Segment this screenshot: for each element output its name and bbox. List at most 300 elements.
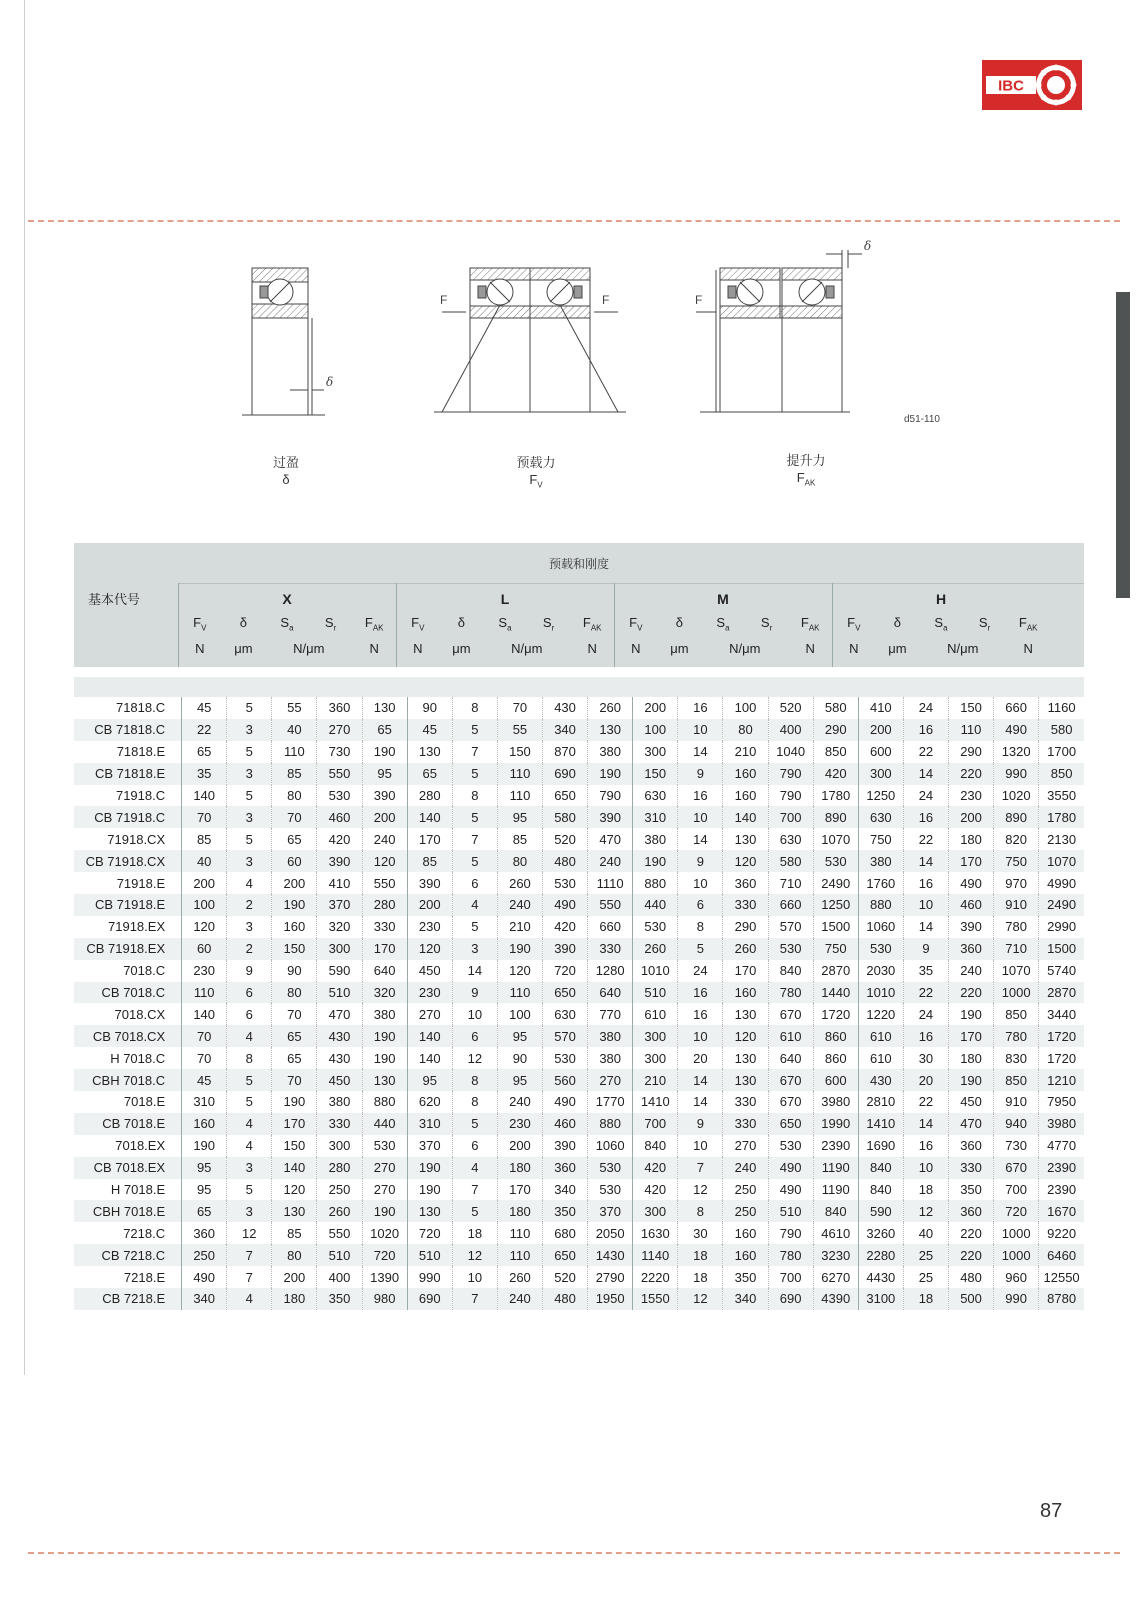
symbol-header: $F_V$ (193, 615, 207, 633)
value-cell: 110 (948, 719, 993, 741)
data-table (74, 697, 1084, 1310)
value-cell: 130 (407, 741, 452, 763)
value-cell: 580 (543, 806, 588, 828)
value-cell: 18 (678, 1266, 723, 1288)
value-cell: 750 (813, 938, 858, 960)
value-cell: 6 (227, 1003, 272, 1025)
value-cell: 14 (903, 1113, 948, 1135)
value-cell: 130 (588, 719, 633, 741)
value-cell: 650 (543, 1244, 588, 1266)
table-row (74, 850, 1084, 872)
value-cell: 130 (362, 1069, 407, 1091)
value-cell: 410 (317, 872, 362, 894)
value-cell: 1700 (1039, 741, 1084, 763)
value-cell: 5 (227, 697, 272, 719)
value-cell: 2 (227, 938, 272, 960)
value-cell: 350 (723, 1266, 768, 1288)
value-cell: 510 (633, 982, 678, 1004)
symbol-header: $F_V$ (411, 615, 425, 633)
value-cell: 150 (497, 741, 542, 763)
value-cell: 8780 (1039, 1288, 1084, 1310)
value-cell: 230 (407, 916, 452, 938)
value-cell: 45 (407, 719, 452, 741)
value-cell: 330 (362, 916, 407, 938)
value-cell: 130 (723, 828, 768, 850)
value-cell: 70 (272, 1069, 317, 1091)
value-cell: 9 (678, 1113, 723, 1135)
value-cell: 660 (768, 894, 813, 916)
value-cell: 120 (497, 960, 542, 982)
value-cell: 90 (272, 960, 317, 982)
bearing-code-cell: CB 71918.C (74, 806, 182, 828)
value-cell: 780 (994, 1025, 1039, 1047)
value-cell: 320 (362, 982, 407, 1004)
value-cell: 5 (452, 1113, 497, 1135)
value-cell: 1670 (1039, 1200, 1084, 1222)
value-cell: 700 (768, 806, 813, 828)
bearing-arrangement-drawings (230, 240, 890, 440)
value-cell: 190 (362, 1200, 407, 1222)
value-cell: 1500 (813, 916, 858, 938)
table-row (74, 1179, 1084, 1201)
value-cell: 200 (272, 1266, 317, 1288)
bearing-code-cell: CB 71818.C (74, 719, 182, 741)
value-cell: 110 (497, 785, 542, 807)
figure-label-symbol: F (529, 472, 538, 487)
bearing-code-cell: 7018.CX (114, 1006, 166, 1022)
value-cell: 14 (903, 763, 948, 785)
value-cell: 160 (723, 982, 768, 1004)
value-cell: 4 (227, 872, 272, 894)
value-cell: 850 (994, 1069, 1039, 1091)
value-cell: 40 (903, 1222, 948, 1244)
symbol-header: $F_{AK}$ (1018, 615, 1038, 633)
table-row (74, 1266, 1084, 1288)
bottom-dashed-divider (28, 1552, 1120, 1554)
value-cell: 8 (678, 916, 723, 938)
value-cell: 16 (903, 1135, 948, 1157)
value-cell: 130 (272, 1200, 317, 1222)
value-cell: 10 (678, 806, 723, 828)
value-cell: 710 (768, 872, 813, 894)
bearing-code-cell: CB 7218.E (74, 1288, 182, 1310)
value-cell: 610 (768, 1025, 813, 1047)
value-cell: 70 (497, 697, 542, 719)
value-cell: 300 (317, 938, 362, 960)
value-cell: 1010 (633, 960, 678, 982)
value-cell: 230 (407, 982, 452, 1004)
value-cell: 1160 (1039, 697, 1084, 719)
value-cell: 2030 (858, 960, 903, 982)
value-cell: 550 (362, 872, 407, 894)
value-cell: 85 (272, 1222, 317, 1244)
value-cell: 6 (678, 894, 723, 916)
symbol-header: δ (893, 615, 902, 630)
value-cell: 3980 (813, 1091, 858, 1113)
value-cell: 420 (317, 828, 362, 850)
value-cell: 350 (543, 1200, 588, 1222)
value-cell: 260 (588, 697, 633, 719)
value-cell: 1060 (588, 1135, 633, 1157)
table-header (74, 543, 1084, 667)
value-cell: 170 (948, 1025, 993, 1047)
value-cell: 1040 (768, 741, 813, 763)
value-cell: 750 (994, 850, 1039, 872)
value-cell: 1020 (994, 785, 1039, 807)
value-cell: 390 (543, 1135, 588, 1157)
value-cell: 7 (452, 1179, 497, 1201)
value-cell: 2490 (1039, 894, 1084, 916)
value-cell: 330 (723, 894, 768, 916)
value-cell: 890 (994, 806, 1039, 828)
table-row (74, 763, 1084, 785)
unit-header: N (805, 641, 815, 656)
unit-header: N/μm (511, 641, 543, 656)
value-cell: 120 (272, 1179, 317, 1201)
value-cell: 70 (272, 1003, 317, 1025)
value-cell: 490 (994, 719, 1039, 741)
bearing-code-cell: 71918.CX (107, 831, 166, 847)
value-cell: 190 (272, 1091, 317, 1113)
value-cell: 2220 (633, 1266, 678, 1288)
value-cell: 240 (362, 828, 407, 850)
value-cell: 3 (227, 763, 272, 785)
value-cell: 2790 (588, 1266, 633, 1288)
value-cell: 190 (362, 1047, 407, 1069)
value-cell: 530 (588, 1179, 633, 1201)
value-cell: 700 (994, 1179, 1039, 1201)
value-cell: 330 (588, 938, 633, 960)
figure-code: d51-110 (904, 414, 940, 425)
value-cell: 720 (362, 1244, 407, 1266)
table-row (74, 1113, 1084, 1135)
value-cell: 530 (543, 1047, 588, 1069)
value-cell: 2390 (1039, 1157, 1084, 1179)
value-cell: 200 (633, 697, 678, 719)
value-cell: 95 (182, 1157, 227, 1179)
unit-header: N (587, 641, 597, 656)
table-row (74, 894, 1084, 916)
fak-annotation: F (695, 293, 703, 307)
value-cell: 270 (317, 719, 362, 741)
page-number: 87 (1040, 1500, 1063, 1522)
value-cell: 130 (723, 1003, 768, 1025)
value-cell: 40 (272, 719, 317, 741)
value-cell: 580 (813, 697, 858, 719)
value-cell: 70 (182, 806, 227, 828)
unit-header: N/μm (729, 641, 761, 656)
value-cell: 450 (407, 960, 452, 982)
value-cell: 8 (452, 1069, 497, 1091)
value-cell: 550 (588, 894, 633, 916)
value-cell: 2810 (858, 1091, 903, 1113)
value-cell: 840 (768, 960, 813, 982)
value-cell: 350 (948, 1179, 993, 1201)
value-cell: 400 (317, 1266, 362, 1288)
value-cell: 470 (948, 1113, 993, 1135)
value-cell: 310 (633, 806, 678, 828)
value-cell: 340 (543, 1179, 588, 1201)
value-cell: 85 (182, 828, 227, 850)
value-cell: 65 (407, 763, 452, 785)
value-cell: 100 (497, 1003, 542, 1025)
value-cell: 4 (452, 894, 497, 916)
value-cell: 580 (1039, 719, 1084, 741)
value-cell: 460 (543, 1113, 588, 1135)
table-row (74, 1288, 1084, 1310)
value-cell: 120 (362, 850, 407, 872)
value-cell: 3 (227, 1157, 272, 1179)
value-cell: 200 (858, 719, 903, 741)
value-cell: 660 (588, 916, 633, 938)
bearing-code-cell: CB 7018.CX (74, 1025, 182, 1047)
value-cell: 850 (994, 1003, 1039, 1025)
value-cell: 670 (768, 1069, 813, 1091)
table-row (74, 785, 1084, 807)
value-cell: 45 (182, 697, 227, 719)
value-cell: 5 (227, 828, 272, 850)
bearing-code-cell: CB 71818.E (74, 763, 182, 785)
value-cell: 1070 (813, 828, 858, 850)
value-cell: 270 (362, 1179, 407, 1201)
value-cell: 230 (182, 960, 227, 982)
value-cell: 250 (182, 1244, 227, 1266)
figure-label-lift-off: 提升力 $F_{AK}$ (786, 453, 826, 488)
value-cell: 24 (678, 960, 723, 982)
value-cell: 85 (407, 850, 452, 872)
value-cell: 490 (768, 1179, 813, 1201)
value-cell: 10 (678, 1135, 723, 1157)
value-cell: 530 (768, 1135, 813, 1157)
value-cell: 640 (588, 982, 633, 1004)
table-row (74, 1025, 1084, 1047)
value-cell: 670 (768, 1003, 813, 1025)
value-cell: 5 (678, 938, 723, 960)
value-cell: 490 (182, 1266, 227, 1288)
value-cell: 1990 (813, 1113, 858, 1135)
value-cell: 180 (272, 1288, 317, 1310)
value-cell: 12 (678, 1179, 723, 1201)
value-cell: 30 (678, 1222, 723, 1244)
value-cell: 1760 (858, 872, 903, 894)
value-cell: 9 (452, 982, 497, 1004)
value-cell: 3 (227, 719, 272, 741)
value-cell: 300 (633, 1025, 678, 1047)
value-cell: 12 (678, 1288, 723, 1310)
value-cell: 4770 (1039, 1135, 1084, 1157)
value-cell: 530 (768, 938, 813, 960)
value-cell: 330 (317, 1113, 362, 1135)
value-cell: 160 (723, 785, 768, 807)
value-cell: 460 (317, 806, 362, 828)
value-cell: 370 (407, 1135, 452, 1157)
value-cell: 710 (994, 938, 1039, 960)
value-cell: 190 (407, 1157, 452, 1179)
value-cell: 790 (768, 763, 813, 785)
value-cell: 22 (903, 828, 948, 850)
value-cell: 160 (182, 1113, 227, 1135)
value-cell: 22 (903, 741, 948, 763)
value-cell: 300 (858, 763, 903, 785)
value-cell: 160 (723, 763, 768, 785)
value-cell: 8 (452, 785, 497, 807)
unit-header: N (195, 641, 205, 656)
value-cell: 110 (497, 763, 542, 785)
value-cell: 200 (948, 806, 993, 828)
value-cell: 5 (227, 1179, 272, 1201)
figure-label-title: 预载力 (516, 455, 556, 470)
value-cell: 650 (543, 982, 588, 1004)
value-cell: 1140 (633, 1244, 678, 1266)
value-cell: 220 (948, 982, 993, 1004)
value-cell: 2490 (813, 872, 858, 894)
value-cell: 190 (948, 1003, 993, 1025)
bearing-code-cell: 71918.C (115, 788, 166, 803)
value-cell: 230 (497, 1113, 542, 1135)
value-cell: 430 (858, 1069, 903, 1091)
value-cell: 70 (272, 806, 317, 828)
value-cell: 6 (227, 982, 272, 1004)
bearing-code-cell: CB 7018.E (74, 1113, 182, 1135)
value-cell: 580 (768, 850, 813, 872)
value-cell: 820 (994, 828, 1039, 850)
value-cell: 6 (452, 872, 497, 894)
value-cell: 95 (497, 806, 542, 828)
value-cell: 5 (452, 763, 497, 785)
value-cell: 1410 (858, 1113, 903, 1135)
value-cell: 220 (948, 763, 993, 785)
value-cell: 590 (317, 960, 362, 982)
value-cell: 95 (407, 1069, 452, 1091)
value-cell: 2 (227, 894, 272, 916)
value-cell: 65 (272, 1025, 317, 1047)
figure-label-symbol: F (796, 470, 805, 485)
value-cell: 490 (543, 1091, 588, 1113)
value-cell: 250 (723, 1200, 768, 1222)
value-cell: 7 (452, 828, 497, 850)
value-cell: 940 (994, 1113, 1039, 1135)
value-cell: 24 (903, 1003, 948, 1025)
value-cell: 190 (948, 1069, 993, 1091)
value-cell: 300 (317, 1135, 362, 1157)
table-row (74, 982, 1084, 1004)
value-cell: 490 (768, 1157, 813, 1179)
value-cell: 6460 (1039, 1244, 1084, 1266)
value-cell: 520 (543, 828, 588, 850)
fv-annotation-right: F (602, 293, 610, 307)
value-cell: 4 (227, 1135, 272, 1157)
value-cell: 10 (678, 872, 723, 894)
value-cell: 130 (407, 1200, 452, 1222)
value-cell: 22 (903, 982, 948, 1004)
value-cell: 1000 (994, 1244, 1039, 1266)
symbol-header: δ (457, 615, 466, 630)
value-cell: 1010 (858, 982, 903, 1004)
value-cell: 270 (407, 1003, 452, 1025)
value-cell: 360 (182, 1222, 227, 1244)
value-cell: 330 (723, 1113, 768, 1135)
table-row (74, 697, 1084, 719)
table-row (74, 1222, 1084, 1244)
value-cell: 10 (903, 1157, 948, 1179)
value-cell: 390 (543, 938, 588, 960)
value-cell: 170 (723, 960, 768, 982)
value-cell: 650 (768, 1113, 813, 1135)
value-cell: 1070 (994, 960, 1039, 982)
value-cell: 4 (227, 1025, 272, 1047)
value-cell: 14 (678, 1069, 723, 1091)
symbol-header: δ (239, 615, 248, 630)
value-cell: 330 (723, 1091, 768, 1113)
side-tab-bar (1116, 292, 1130, 598)
value-cell: 380 (317, 1091, 362, 1113)
value-cell: 140 (182, 1003, 227, 1025)
value-cell: 550 (317, 763, 362, 785)
value-cell: 240 (497, 1288, 542, 1310)
value-cell: 14 (452, 960, 497, 982)
unit-header: N (631, 641, 641, 656)
value-cell: 670 (994, 1157, 1039, 1179)
value-cell: 300 (633, 1200, 678, 1222)
symbol-header: $S_a$ (498, 615, 512, 633)
value-cell: 140 (407, 806, 452, 828)
value-cell: 390 (362, 785, 407, 807)
value-cell: 370 (317, 894, 362, 916)
value-cell: 1440 (813, 982, 858, 1004)
value-cell: 20 (903, 1069, 948, 1091)
value-cell: 420 (813, 763, 858, 785)
value-cell: 120 (723, 1025, 768, 1047)
value-cell: 190 (362, 741, 407, 763)
value-cell: 160 (272, 916, 317, 938)
symbol-header-row (178, 615, 1084, 637)
value-cell: 130 (723, 1069, 768, 1091)
value-cell: 510 (317, 1244, 362, 1266)
value-cell: 600 (813, 1069, 858, 1091)
value-cell: 1550 (633, 1288, 678, 1310)
value-cell: 5 (452, 806, 497, 828)
value-cell: 2390 (1039, 1179, 1084, 1201)
symbol-header: $S_a$ (280, 615, 294, 633)
value-cell: 14 (903, 850, 948, 872)
value-cell: 90 (407, 697, 452, 719)
value-cell: 1250 (813, 894, 858, 916)
value-cell: 190 (362, 1025, 407, 1047)
delta-annotation-1: δ (326, 375, 334, 389)
bearing-code-cell: 7018.EX (115, 1138, 166, 1154)
value-cell: 2870 (813, 960, 858, 982)
value-cell: 95 (497, 1025, 542, 1047)
symbol-header: $S_a$ (934, 615, 948, 633)
bearing-code-cell: 7018.C (123, 963, 166, 979)
value-cell: 390 (317, 850, 362, 872)
value-cell: 16 (903, 719, 948, 741)
value-cell: 180 (497, 1157, 542, 1179)
bearing-code-cell: H 7018.C (110, 1050, 166, 1066)
symbol-header: $S_r$ (324, 615, 337, 633)
value-cell: 210 (723, 741, 768, 763)
value-cell: 260 (497, 1266, 542, 1288)
value-cell: 670 (768, 1091, 813, 1113)
value-cell: 120 (182, 916, 227, 938)
value-cell: 300 (633, 1047, 678, 1069)
value-cell: 610 (858, 1025, 903, 1047)
value-cell: 640 (768, 1047, 813, 1069)
symbol-header: $S_r$ (542, 615, 555, 633)
group-m-header: M (717, 591, 729, 607)
value-cell: 210 (633, 1069, 678, 1091)
value-cell: 440 (362, 1113, 407, 1135)
